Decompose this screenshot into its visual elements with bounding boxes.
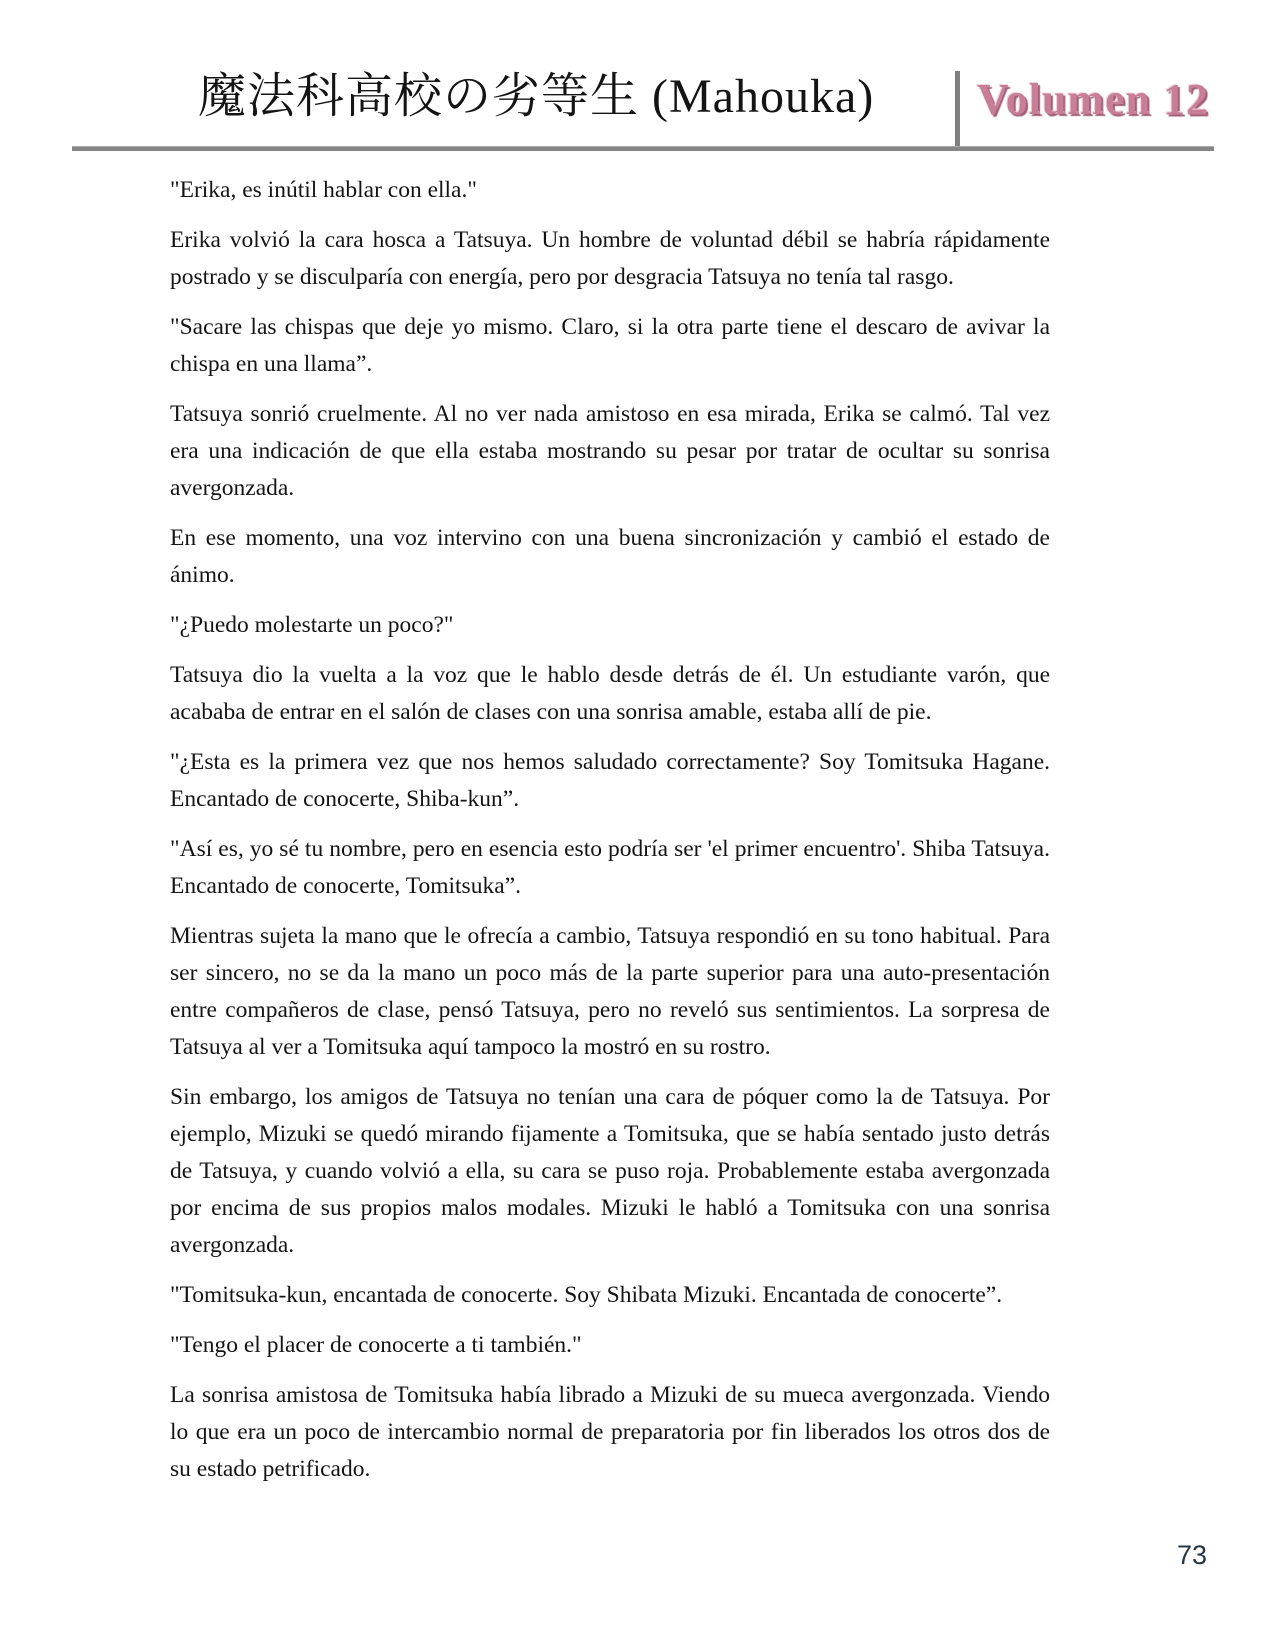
paragraph-dialogue: "¿Esta es la primera vez que nos hemos saludado correctamente? Soy Tomitsuka Hagane. Encantado de conocerte, Shiba-kun”. [170, 749, 1050, 812]
paragraph-narration: En ese momento, una voz intervino con una buena sincronización y cambió el estado de ánimo. [170, 525, 1050, 588]
page-number: 73 [1176, 1540, 1207, 1570]
paragraph-narration: Tatsuya dio la vuelta a la voz que le hablo desde detrás de él. Un estudiante varón, que acababa de entrar en el salón de clases con una sonrisa amable, estaba allí de pie. [170, 662, 1050, 725]
header-divider-bar [955, 71, 960, 151]
body-text [170, 172, 1050, 1501]
paragraph-dialogue: "¿Puedo molestarte un poco?" [170, 612, 454, 638]
paragraph-narration: Sin embargo, los amigos de Tatsuya no tenían una cara de póquer como la de Tatsuya. Por ejemplo, Mizuki se quedó mirando fijamente a Tomitsuka, que se había sentado justo detrás de Tatsuya, y cuando volvió a ella, su cara se puso roja. Probablemente estaba avergonzada por encima de sus propios malos modales. Mizuki le habló a Tomitsuka con una sonrisa avergonzada. [170, 1084, 1050, 1258]
paragraph-narration: Erika volvió la cara hosca a Tatsuya. Un hombre de voluntad débil se habría rápidamente postrado y se disculparía con energía, pero por desgracia Tatsuya no tenía tal rasgo. [170, 227, 1050, 290]
paragraph-narration: Mientras sujeta la mano que le ofrecía a cambio, Tatsuya respondió en su tono habitual. Para ser sincero, no se da la mano un poco más de la parte superior para una auto-presentación entre compañeros de clase, pensó Tatsuya, pero no reveló sus sentimientos. La sorpresa de Tatsuya al ver a Tomitsuka aquí tampoco la mostró en su rostro. [170, 923, 1050, 1060]
book-title: 魔法科高校の劣等生 (Mahouka) [198, 70, 875, 123]
paragraph-dialogue: "Así es, yo sé tu nombre, pero en esencia esto podría ser 'el primer encuentro'. Shiba Tatsuya. Encantado de conocerte, Tomitsuka”. [170, 836, 1050, 899]
header-rule [72, 146, 1214, 151]
paragraph-narration: La sonrisa amistosa de Tomitsuka había librado a Mizuki de su mueca avergonzada. Viendo lo que era un poco de intercambio normal de preparatoria por fin liberados los otros dos de su estado petrificado. [170, 1382, 1050, 1482]
paragraph-narration: Tatsuya sonrió cruelmente. Al no ver nada amistoso en esa mirada, Erika se calmó. Tal vez era una indicación de que ella estaba mostrando su pesar por tratar de ocultar su sonrisa avergonzada. [170, 401, 1050, 501]
paragraph-dialogue: "Sacare las chispas que deje yo mismo. Claro, si la otra parte tiene el descaro de avivar la chispa en una llama”. [170, 314, 1050, 377]
paragraph-dialogue: "Tomitsuka-kun, encantada de conocerte. Soy Shibata Mizuki. Encantada de conocerte”. [170, 1282, 1003, 1308]
paragraph-dialogue: "Tengo el placer de conocerte a ti también." [170, 1332, 582, 1358]
volume-label: Volumen 12 [977, 75, 1210, 124]
paragraph-dialogue: "Erika, es inútil hablar con ella." [170, 177, 477, 203]
